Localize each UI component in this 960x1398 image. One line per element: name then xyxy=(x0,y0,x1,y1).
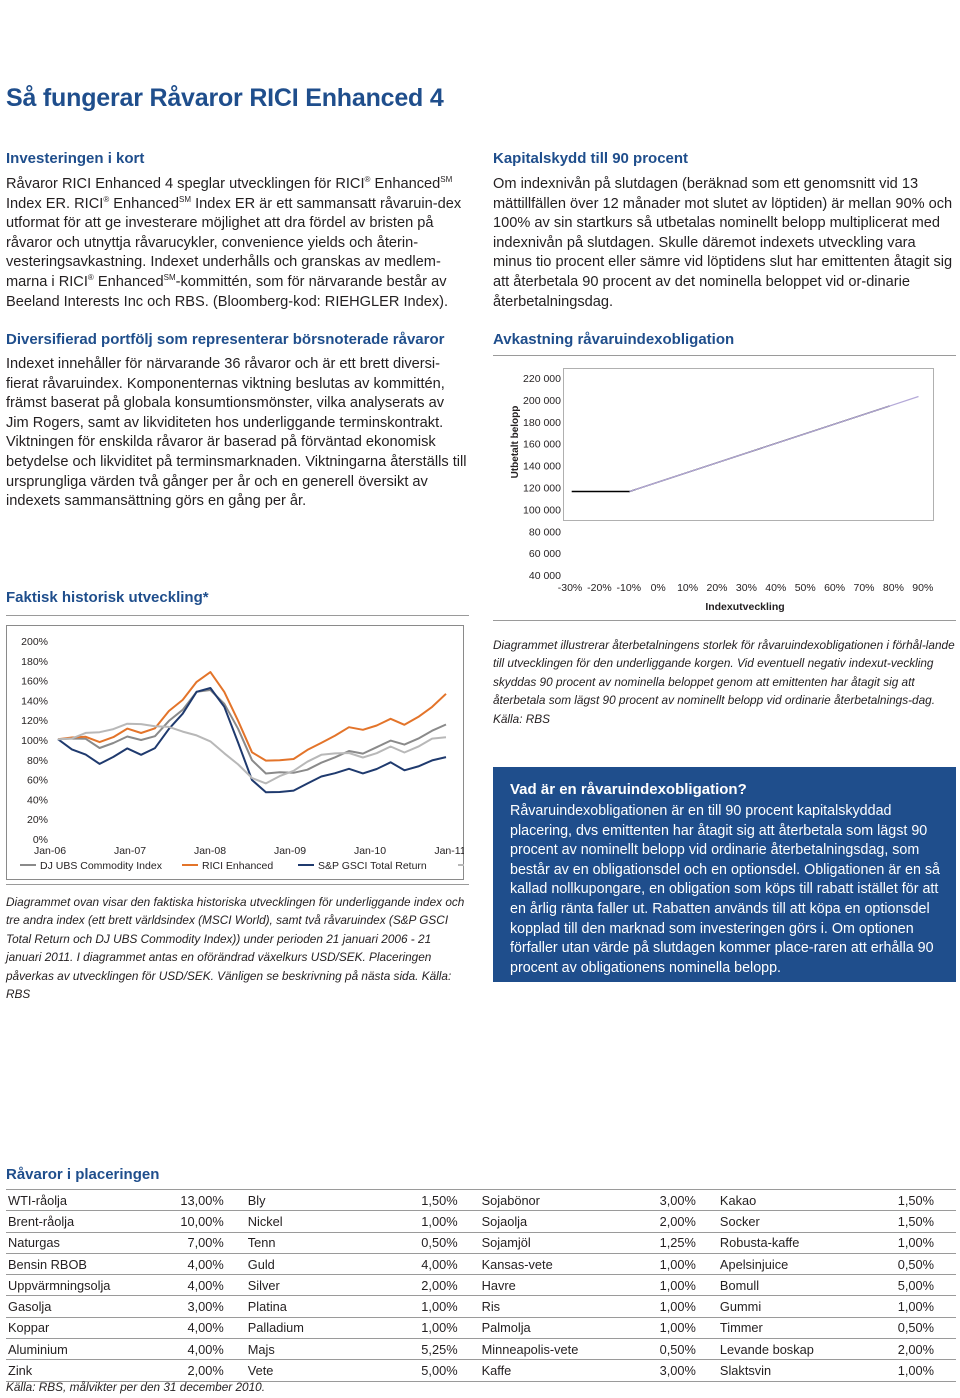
commodity-weight: 13,00% xyxy=(146,1190,246,1211)
hist-chart xyxy=(6,625,464,880)
commodity-weight: 1,00% xyxy=(857,1360,956,1381)
commodity-weight: 0,50% xyxy=(380,1232,479,1253)
divider xyxy=(493,355,956,356)
commodity-weight: 1,00% xyxy=(619,1275,718,1296)
commodity-name: Ris xyxy=(480,1296,619,1317)
commodity-name: Zink xyxy=(6,1360,146,1381)
commodity-weight: 2,00% xyxy=(380,1275,479,1296)
commodity-weight: 2,00% xyxy=(146,1360,246,1381)
y-tick-label: 80% xyxy=(26,754,48,767)
hist-chart-svg xyxy=(6,625,464,880)
y-tick-label: 20% xyxy=(26,814,48,827)
commodity-weight: 1,50% xyxy=(857,1190,956,1211)
commodity-weight: 0,50% xyxy=(857,1253,956,1274)
capital-heading: Kapitalskydd till 90 procent xyxy=(493,150,689,167)
commodity-weight: 5,00% xyxy=(857,1275,956,1296)
commodity-weight: 4,00% xyxy=(146,1253,246,1274)
y-tick-label: 220 000 xyxy=(523,373,561,385)
y-axis-title: Utbetalt belopp xyxy=(510,405,521,479)
commodity-name: Gummi xyxy=(718,1296,857,1317)
x-tick-label: Jan-06 xyxy=(33,845,67,857)
commodity-name: Silver xyxy=(246,1275,381,1296)
commodity-name: Platina xyxy=(246,1296,381,1317)
x-tick-label: 50% xyxy=(794,582,816,594)
commodity-weight: 5,25% xyxy=(380,1339,479,1360)
x-tick-label: 30% xyxy=(735,582,757,594)
commodity-weight: 4,00% xyxy=(146,1317,246,1338)
y-tick-label: 160% xyxy=(21,675,48,688)
info-box-heading: Vad är en råvaruindexobligation? xyxy=(510,781,747,798)
y-tick-label: 100 000 xyxy=(523,504,561,517)
table-row xyxy=(6,1232,956,1253)
commodity-name: Bensin RBOB xyxy=(6,1253,146,1274)
chart-frame xyxy=(7,626,464,880)
table-row xyxy=(6,1296,956,1317)
bond-chart xyxy=(493,360,956,618)
commodity-weight: 1,00% xyxy=(857,1296,956,1317)
table-row xyxy=(6,1339,956,1360)
x-tick-label: -10% xyxy=(616,582,642,594)
plot-frame xyxy=(564,369,934,521)
commodity-name: Kakao xyxy=(718,1190,857,1211)
x-tick-label: -20% xyxy=(587,582,612,594)
commodity-weight: 4,00% xyxy=(380,1253,479,1274)
table-row xyxy=(6,1360,956,1381)
commodity-name: Bomull xyxy=(718,1275,857,1296)
commodity-name: Kaffe xyxy=(480,1360,619,1381)
table-row xyxy=(6,1253,956,1274)
x-tick-label: Jan-10 xyxy=(353,845,387,857)
x-tick-label: Jan-09 xyxy=(273,845,307,857)
divider xyxy=(6,615,469,616)
portfolio-text: Indexet innehåller för närvarande 36 råvaror och är ett brett diversi-fierat råvaruindex. Komponenternas viktning beslutas av kommittén, främst baserat på globala konsumtionsmönster, vilka analyserats av Jim Rogers, samt av likviditeten hos underliggande terminskontrakt. Viktningen för enskilda råvaror är baserad på förväntad ekonomisk betydelse och likviditet på terminsmarknaden. Viktningarna återställs till ursprungliga värden två gånger per år och en generell översikt av indexets sammansättning görs en gång per år. xyxy=(6,356,467,510)
table-row xyxy=(6,1190,956,1211)
y-tick-label: 180% xyxy=(21,655,48,668)
commodity-weight: 7,00% xyxy=(146,1232,246,1253)
x-axis-title: Indexutveckling xyxy=(705,601,785,613)
commodity-name: Gasolja xyxy=(6,1296,146,1317)
legend-label: S&P GSCI Total Return xyxy=(318,860,427,872)
commodity-name: Sojabönor xyxy=(480,1190,619,1211)
y-tick-label: 160 000 xyxy=(523,438,561,451)
bond-caption: Diagrammet illustrerar återbetalningens storlek för råvaruindexobligationen i förhål-lande till utvecklingen för den underliggande korgen. Vid eventuell negativ indexut-veckling skyddas 90 procent av nominella beloppet genom att emittenten har åtagit sig att återbetala som lägst 90 procent av nominellt belopp vid ordinarie återbetalnings-dag. Källa: RBS xyxy=(493,638,955,726)
x-tick-label: Jan-07 xyxy=(113,845,147,857)
bond-chart-svg xyxy=(493,360,956,618)
commodity-weight: 5,00% xyxy=(380,1360,479,1381)
commodity-name: Palmolja xyxy=(480,1317,619,1338)
info-box-text: Råvaruindexobligationen är en till 90 procent kapitalskyddad placering, dvs emittenten har åtagit sig att återbetala som lägst 90 procent av nominellt belopp vid ordinarie återbetalningsdag, som består av en obligationsdel och en optionsdel. Obligationen är en så kallad nollkupongare, en obligation som köps till rabatt istället för att en årlig ränta faller ut. Rabatten används till att köpa en optionsdel kopplad till den marknad som investeringen görs i. Om optionen förfaller utan värde på slutdagen kommer place-raren att erhålla 90 procent av obligationens nominella belopp. xyxy=(510,803,940,976)
commodity-weight: 1,00% xyxy=(380,1317,479,1338)
commodity-name: Havre xyxy=(480,1275,619,1296)
materials-table xyxy=(6,1189,956,1382)
commodity-weight: 0,50% xyxy=(857,1317,956,1338)
intro-text: Råvaror RICI Enhanced 4 speglar utvecklingen för RICI® Enhanced℠ Index ER. RICI® Enhanced℠ Index ER är ett sammansatt råvaruin-dex utformat för att ge investerare möjlighet att dra fördel av bristen på råvaror och utnyttja råvarucykler, convenience yields och återin-vesteringsavkastning. Indexet underhålls och granskas av medlem-marna i RICI® Enhanced℠-kommittén, som för närvarande består av Beeland Interests Inc och RBS. (Bloomberg-kod: RIEHGLER Index). xyxy=(6,175,462,310)
commodity-name: Brent-råolja xyxy=(6,1211,146,1232)
commodity-name: Vete xyxy=(246,1360,381,1381)
commodity-name: Uppvärmningsolja xyxy=(6,1275,146,1296)
commodity-weight: 10,00% xyxy=(146,1211,246,1232)
intro-heading: Investeringen i kort xyxy=(6,150,145,167)
commodity-name: Guld xyxy=(246,1253,381,1274)
y-tick-label: 60 000 xyxy=(528,548,561,561)
payoff-line xyxy=(630,397,919,492)
y-tick-label: 80 000 xyxy=(528,526,561,539)
page-title: Så fungerar Råvaror RICI Enhanced 4 xyxy=(6,84,444,112)
commodity-weight: 1,50% xyxy=(380,1190,479,1211)
commodity-name: Apelsinjuice xyxy=(718,1253,857,1274)
commodity-name: Majs xyxy=(246,1339,381,1360)
y-tick-label: 140% xyxy=(21,695,48,708)
divider xyxy=(6,884,469,885)
commodity-weight: 4,00% xyxy=(146,1339,246,1360)
y-tick-label: 140 000 xyxy=(523,460,561,473)
y-tick-label: 60% xyxy=(26,774,48,787)
commodity-name: Palladium xyxy=(246,1317,381,1338)
x-tick-label: 60% xyxy=(824,582,846,594)
commodity-weight: 1,00% xyxy=(380,1211,479,1232)
commodity-weight: 2,00% xyxy=(619,1211,718,1232)
commodity-name: Aluminium xyxy=(6,1339,146,1360)
commodity-weight: 3,00% xyxy=(619,1190,718,1211)
commodity-name: Kansas-vete xyxy=(480,1253,619,1274)
commodity-weight: 1,00% xyxy=(619,1296,718,1317)
materials-source: Källa: RBS, målvikter per den 31 december 2010. xyxy=(6,1380,266,1394)
divider xyxy=(493,620,956,621)
commodity-name: Bly xyxy=(246,1190,381,1211)
x-tick-label: Jan-08 xyxy=(193,845,227,857)
payoff-line xyxy=(572,406,890,492)
x-tick-label: 10% xyxy=(677,582,699,594)
y-tick-label: 100% xyxy=(21,735,48,747)
commodity-weight: 1,25% xyxy=(619,1232,718,1253)
capital-text: Om indexnivån på slutdagen (beräknad som ett genomsnitt vid 13 mättillfällen över 12 månader mot slutet av löptiden) är mellan 90% och 100% av sin startkurs så utbetalas nominellt belopp multiplicerat med indexnivån på slutdagen. Skulle däremot indexets utveckling vara minus tio procent eller sämre vid löptidens slut har emittenten åtagit sig att återbetala 90 procent av det nominella beloppet vid or-dinarie återbetalningsdag. xyxy=(493,176,953,310)
commodity-name: Socker xyxy=(718,1211,857,1232)
y-tick-label: 180 000 xyxy=(523,416,561,429)
commodity-name: Robusta-kaffe xyxy=(718,1232,857,1253)
commodity-name: Sojaolja xyxy=(480,1211,619,1232)
materials-heading: Råvaror i placeringen xyxy=(6,1166,160,1183)
table-row xyxy=(6,1275,956,1296)
commodity-name: Nickel xyxy=(246,1211,381,1232)
commodity-weight: 2,00% xyxy=(857,1339,956,1360)
y-tick-label: 120 000 xyxy=(523,482,561,495)
commodity-name: Minneapolis-vete xyxy=(480,1339,619,1360)
portfolio-heading: Diversifierad portfölj som representerar börsnoterade råvaror xyxy=(6,331,445,348)
x-tick-label: 0% xyxy=(650,582,666,594)
y-tick-label: 40% xyxy=(26,794,48,807)
x-tick-label: -30% xyxy=(557,582,583,594)
commodity-weight: 3,00% xyxy=(146,1296,246,1317)
legend-label: DJ UBS Commodity Index xyxy=(40,860,162,872)
series-line xyxy=(58,724,446,784)
table-row xyxy=(6,1317,956,1338)
commodity-weight: 4,00% xyxy=(146,1275,246,1296)
y-tick-label: 200% xyxy=(21,636,48,648)
table-row xyxy=(6,1211,956,1232)
hist-chart-title: Faktisk historisk utveckling* xyxy=(6,589,209,606)
commodity-name: Naturgas xyxy=(6,1232,146,1253)
legend-label: RICI Enhanced xyxy=(202,860,274,872)
commodity-name: Levande boskap xyxy=(718,1339,857,1360)
commodity-weight: 0,50% xyxy=(619,1339,718,1360)
commodity-name: WTI-råolja xyxy=(6,1190,146,1211)
bond-chart-title: Avkastning råvaruindexobligation xyxy=(493,331,735,348)
commodity-name: Tenn xyxy=(246,1232,381,1253)
commodity-name: Slaktsvin xyxy=(718,1360,857,1381)
commodity-weight: 3,00% xyxy=(619,1360,718,1381)
commodity-weight: 1,50% xyxy=(857,1211,956,1232)
x-tick-label: Jan-11 xyxy=(434,845,464,857)
commodity-name: Sojamjöl xyxy=(480,1232,619,1253)
x-tick-label: 40% xyxy=(765,582,787,594)
y-tick-label: 200 000 xyxy=(523,394,561,407)
x-tick-label: 20% xyxy=(706,582,728,594)
y-tick-label: 120% xyxy=(21,715,48,728)
commodity-name: Timmer xyxy=(718,1317,857,1338)
hist-caption: Diagrammet ovan visar den faktiska historiska utvecklingen för underliggande index och tre andra index (ett brett världsindex (MSCI World), samt två råvaruindex (S&P GSCI Total Return och DJ UBS Commodity Index)) under perioden 21 januari 2006 - 21 januari 2011. I diagrammet antas en oförändrad växelkurs USD/SEK. Placeringen påverkas av utvecklingen för USD/SEK. Vänligen se beskrivning på nästa sida. Källa: RBS xyxy=(6,895,465,1002)
commodity-weight: 1,00% xyxy=(857,1232,956,1253)
commodity-weight: 1,00% xyxy=(380,1296,479,1317)
y-tick-label: 40 000 xyxy=(528,570,561,583)
x-tick-label: 90% xyxy=(912,582,934,594)
series-line xyxy=(58,690,446,774)
commodity-weight: 1,00% xyxy=(619,1317,718,1338)
x-tick-label: 70% xyxy=(853,582,875,594)
commodity-weight: 1,00% xyxy=(619,1253,718,1274)
y-tick-label: 0% xyxy=(32,834,48,846)
x-tick-label: 80% xyxy=(882,582,904,594)
commodity-name: Koppar xyxy=(6,1317,146,1338)
info-box xyxy=(493,767,956,982)
